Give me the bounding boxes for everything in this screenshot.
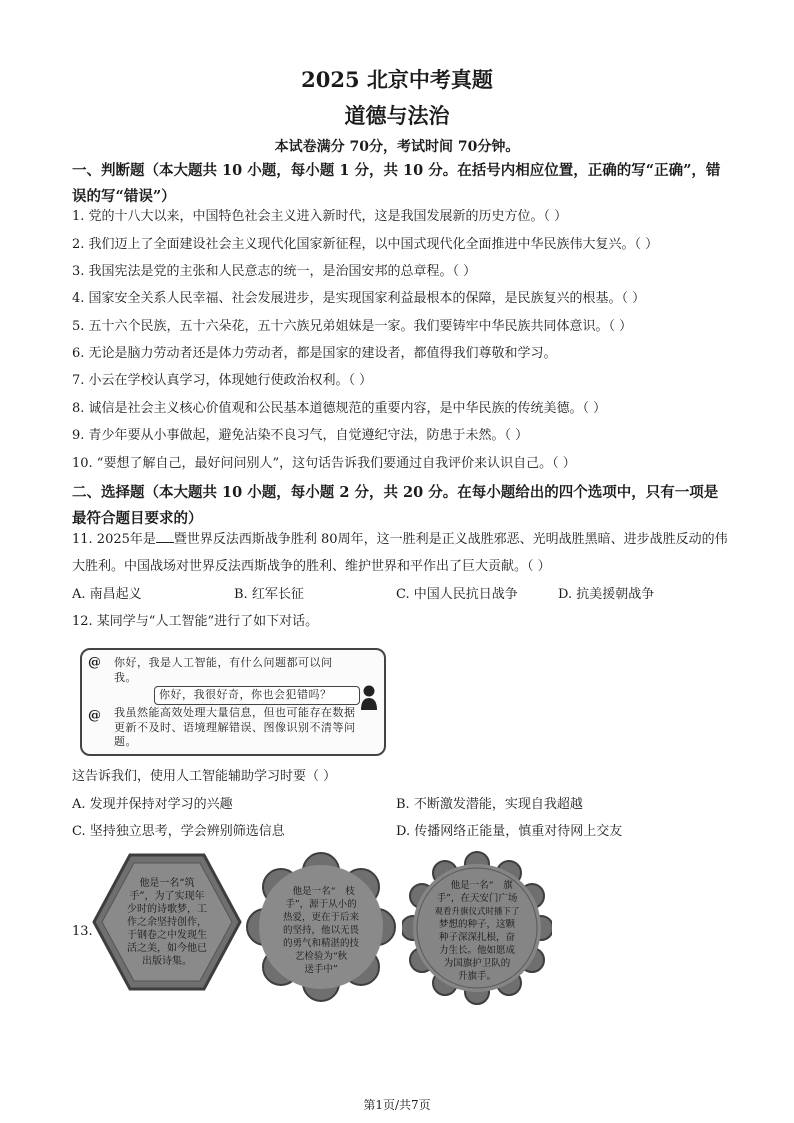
question-10: 10. “要想了解自己，最好问问别人”，这句话告诉我们要通过自我评价来认识自己。（ ） [72,456,576,471]
badge2-line-6: 艺检验为“秋 [294,951,348,962]
badge3-line-4: 梦想的种子，这颗 [438,919,516,930]
badge1-line-4: 作之余坚持创作， [127,917,207,928]
badge1-line-5: 于钢卷之中发现生 [127,930,207,941]
q11-stem-start: 11. 2025年是 [72,532,156,547]
q11-stem-end: 暨世界反法西斯战争胜利 80周年，这一胜利是正义战胜邪恶、光明战胜黑暗、进步战胜反动的伟大胜利。中国战场对世界反法西斯战争的胜利、维护世界和平作出了巨大贡献。（ ） [72,532,728,574]
badge-seal [402,848,552,1008]
badge3-line-5: 种子深深扎根，奋 [438,932,516,943]
ai-icon: @ [88,655,101,670]
question-2: 2. 我们迈上了全面建设社会主义现代化国家新征程，以中国式现代化全面推进中华民族伟大复兴。（ ） [72,237,659,252]
q11-option-a: A. 南昌起义 [72,587,142,602]
question-1: 1. 党的十八大以来，中国特色社会主义进入新时代，这是我国发展新的历史方位。（ ） [72,209,568,224]
ai-icon: @ [88,708,101,723]
question-13-label: 13. [72,924,93,939]
badge2-line-4: 的坚持，他以无畏 [282,925,360,936]
section1-heading: 一、判断题（本大题共 10 小题，每小题 1 分，共 10 分。在括号内相应位置，正确的写“正确”，错误的写“错误”） [72,162,721,205]
subject-title: 道德与法治 [344,103,450,128]
q12-option-b: B. 不断激发潜能，实现自我超越 [396,797,583,812]
badge-flower [246,852,396,1002]
badge3-line-1: 他是一名“ [450,880,494,891]
question-5: 5. 五十六个民族，五十六朵花，五十六族兄弟姐妹是一家。我们要铸牢中华民族共同体意识。（ ） [72,319,633,334]
ai-greeting: 你好，我是人工智能，有什么问题都可以问我。 [114,656,333,684]
badge3-line-6: 力生长。他如愿成 [438,945,516,956]
badge1-line-2: 手”，为了实现年 [129,891,205,902]
badge2-line-1: 他是一名“ [292,886,336,897]
badge2-line-5: 的勇气和精湛的技 [282,938,360,949]
q12-option-d: D. 传播网络正能量，慎重对待网上交友 [396,824,623,839]
q12-option-c: C. 坚持独立思考，学会辨别筛选信息 [72,824,285,839]
badge3-line-7: 为国旗护卫队的 [443,958,511,969]
badge2-line-1b: 枝 [345,886,355,897]
badge3-line-1b: 旗 [503,880,513,891]
question-12: 12. 某同学与“人工智能”进行了如下对话。 [72,614,319,629]
ai-reply: 我虽然能高效处理大量信息，但也可能存在数据更新不及时、语境理解错误、图像识别不清等问题。 [114,706,356,748]
q12-prompt: 这告诉我们，使用人工智能辅助学习时要（ ） [72,769,337,784]
badge-hexagon [92,852,242,992]
question-9: 9. 青少年要从小事做起，避免沾染不良习气，自觉遵纪守法，防患于未然。（ ） [72,428,529,443]
question-3: 3. 我国宪法是党的主张和人民意志的统一，是治国安邦的总章程。（ ） [72,264,477,279]
user-avatar-icon [360,684,378,710]
q11-option-c: C. 中国人民抗日战争 [396,587,518,602]
badge2-line-2: 手”，源于从小的 [285,899,357,910]
question-6: 6. 无论是脑力劳动者还是体力劳动者，都是国家的建设者，都值得我们尊敬和学习。 [72,346,557,361]
badge1-line-7: 出版诗集。 [142,956,192,967]
badge1-line-1: 他是一名“筑 [139,878,195,889]
question-8: 8. 诚信是社会主义核心价值观和公民基本道德规范的重要内容，是中华民族的传统美德。（ ） [72,401,607,416]
q11-option-b: B. 红军长征 [234,587,304,602]
badge1-line-6: 活之美，如今他已 [127,943,207,954]
exam-title: 2025 北京中考真题 [301,67,493,92]
answer-blank [156,530,174,543]
question-11 [72,526,732,580]
question-7: 7. 小云在学校认真学习，体现她行使政治权利。（ ） [72,373,373,388]
badge2-line-3: 热爱，更在于后来 [282,912,360,923]
badge3-line-8: 升旗手。 [457,971,497,982]
badge2-line-7: 送手中” [304,964,338,975]
page-number: 第1页/共7页 [363,1098,431,1112]
q12-option-a: A. 发现并保持对学习的兴趣 [72,797,233,812]
badge1-line-3: 少时的诗歌梦，工 [127,904,207,915]
q11-option-d: D. 抗美援朝战争 [558,587,655,602]
user-message: 你好，我很好奇，你也会犯错吗？ [154,686,360,705]
section2-heading: 二、选择题（本大题共 10 小题，每小题 2 分，共 20 分。在每小题给出的四个选项中，只有一项是最符合题目要求的） [72,484,719,527]
badge3-line-2: 手”，在天安门广场 [436,893,518,904]
ai-chat-figure [80,648,386,756]
question-4: 4. 国家安全关系人民幸福、社会发展进步，是实现国家利益最根本的保障，是民族复兴的根基。（ ） [72,291,646,306]
exam-info: 本试卷满分 70分，考试时间 70分钟。 [274,139,520,155]
badge3-line-3: 观看升旗仪式时播下了 [434,907,520,917]
